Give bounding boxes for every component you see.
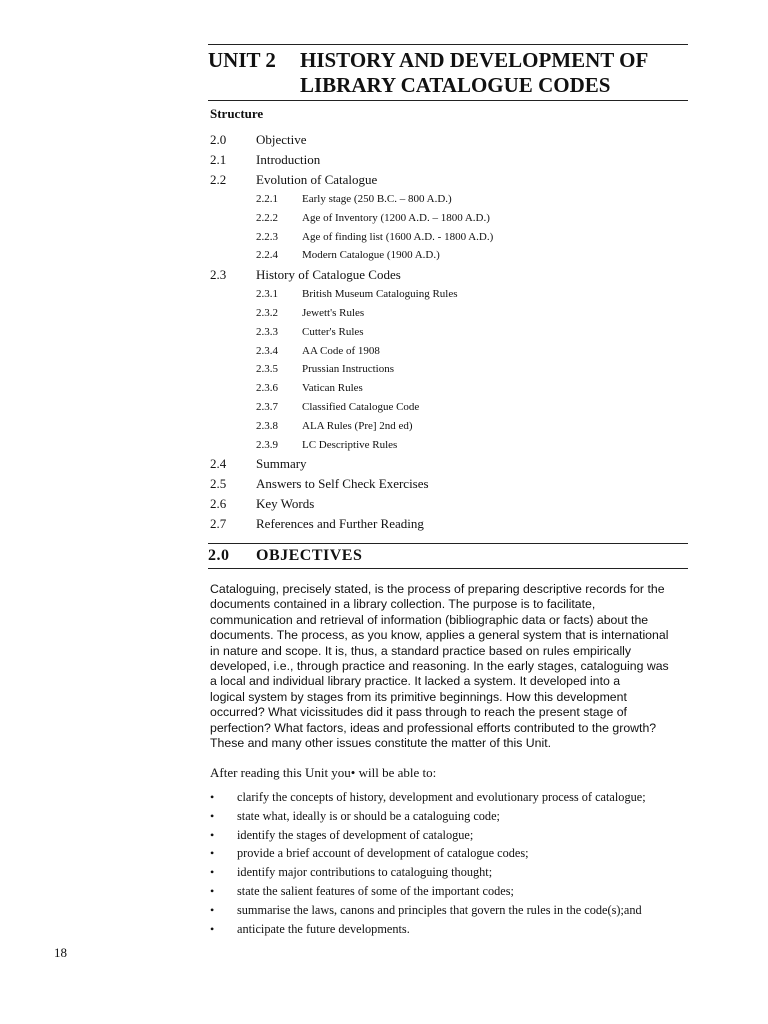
toc-item (210, 150, 690, 170)
toc-item-number: 2.4 (210, 456, 227, 472)
bullet-icon: • (210, 846, 215, 861)
paragraph-line: a local and individual library practice. It lacked a system. It developed into a (210, 674, 621, 689)
toc-item-text: Age of Inventory (1200 A.D. – 1800 A.D.) (302, 211, 490, 224)
bullet-icon: • (210, 921, 215, 936)
bullet-icon: • (210, 902, 215, 917)
toc-item (210, 130, 690, 150)
toc-item (210, 379, 690, 398)
toc-item-text: Introduction (256, 152, 321, 167)
unit-number-spacer (208, 73, 300, 98)
bullet-icon: • (210, 883, 215, 898)
paragraph-line: documents contained in a library collection. The purpose is to facilitate, (210, 597, 596, 612)
list-item (210, 882, 710, 901)
toc-item (210, 228, 690, 247)
toc-item-number: 2.5 (210, 476, 227, 492)
unit-header (208, 44, 688, 101)
toc-item-text: British Museum Cataloguing Rules (302, 288, 458, 301)
toc-item-number: 2.2.3 (256, 230, 278, 243)
toc-item-text: Jewett's Rules (302, 306, 365, 319)
toc-item-text: Early stage (250 B.C. – 800 A.D.) (302, 193, 452, 205)
toc-item-text: Objective (256, 132, 307, 147)
toc-item (210, 246, 690, 265)
toc-item (210, 304, 690, 323)
toc-item (210, 190, 690, 209)
bullet-text: clarify the concepts of history, development and evolutionary process of catalogue; (237, 790, 646, 804)
paragraph-line: developed, i.e., through practice and reasoning. In the early stages, cataloguing was (210, 659, 669, 674)
bullet-text: provide a brief account of development of catalogue codes; (237, 846, 529, 861)
bullet-icon: • (210, 790, 215, 804)
list-item (210, 788, 710, 807)
toc-item-text: References and Further Reading (256, 516, 424, 532)
list-item (210, 844, 710, 863)
toc-item-text: Prussian Instructions (302, 363, 394, 376)
list-item (210, 920, 710, 939)
toc-item-text: Summary (256, 456, 307, 472)
unit-number: UNIT 2 (208, 48, 276, 72)
toc-item-text: ALA Rules (Pre] 2nd ed) (302, 419, 413, 432)
bullet-text: summarise the laws, canons and principles that govern the rules in the code(s);and (237, 902, 642, 917)
toc-item (210, 398, 690, 417)
toc-item-number: 2.7 (210, 516, 227, 532)
toc-item (210, 494, 690, 514)
toc-item-text: Classified Catalogue Code (302, 400, 420, 413)
toc-item-number: 2.3 (210, 267, 227, 283)
paragraph-line: Cataloguing, precisely stated, is the process of preparing descriptive records for the (210, 582, 665, 596)
toc-item-number: 2.3.1 (256, 288, 278, 301)
bullet-text: state what, ideally is or should be a cataloguing code; (237, 808, 500, 823)
bullet-icon: • (210, 865, 215, 880)
bullet-text: anticipate the future developments. (237, 921, 410, 936)
toc-item-text: LC Descriptive Rules (302, 438, 398, 451)
paragraph-line: communication and retrieval of information (bibliographic data or facts) about the (210, 612, 649, 627)
list-item (210, 901, 710, 920)
toc-item (210, 514, 690, 534)
toc-item-text: Evolution of Catalogue (256, 172, 378, 187)
toc-item-number: 2.3.3 (256, 325, 278, 338)
paragraph-line: documents. The process, as you know, applies a general system that is international (210, 628, 669, 643)
toc-item-number: 2.3.8 (256, 419, 278, 432)
toc-item-number: 2.3.2 (256, 306, 278, 319)
toc-item (210, 360, 690, 379)
unit-title-row-2 (208, 73, 688, 98)
list-item (210, 826, 710, 845)
paragraph-line: perfection? What factors, ideas and professional efforts contributed to the growth? (210, 720, 657, 735)
list-item (210, 807, 710, 826)
toc-item (210, 454, 690, 474)
bullet-text: state the salient features of some of the important codes; (237, 883, 514, 898)
toc-item (210, 342, 690, 361)
toc-item-text: Age of finding list (1600 A.D. - 1800 A.D.) (302, 230, 494, 243)
toc-item (210, 265, 690, 285)
toc-item (210, 285, 690, 304)
after-reading-intro: After reading this Unit you• will be able to: (210, 765, 437, 780)
unit-title-line-2: LIBRARY CATALOGUE CODES (300, 73, 611, 97)
toc-item (210, 323, 690, 342)
toc-item-text: Vatican Rules (302, 382, 363, 395)
bullet-text: identify the stages of development of catalogue; (237, 827, 474, 842)
table-of-contents (210, 130, 690, 534)
toc-item-number: 2.3.7 (256, 400, 278, 413)
toc-item-text: History of Catalogue Codes (256, 267, 401, 283)
toc-item-number: 2.0 (210, 132, 227, 147)
unit-title-row-1 (208, 48, 688, 73)
toc-item-text: Modern Catalogue (1900 A.D.) (302, 249, 440, 262)
objectives-heading-number: 2.0 (208, 547, 230, 564)
toc-item-number: 2.3.9 (256, 438, 278, 451)
toc-item-number: 2.3.4 (256, 344, 278, 357)
toc-item-text: Answers to Self Check Exercises (256, 476, 429, 492)
toc-item (210, 170, 690, 190)
toc-item-number: 2.2.4 (256, 249, 278, 262)
bullet-icon: • (210, 827, 215, 842)
toc-item (210, 436, 690, 455)
list-item (210, 863, 710, 882)
bullet-text: identify major contributions to cataloguing thought; (237, 865, 493, 880)
paragraph-line: These and many other issues constitute the matter of this Unit. (210, 736, 552, 751)
objectives-heading (208, 543, 688, 569)
toc-item-text: Key Words (256, 496, 315, 512)
toc-item (210, 209, 690, 228)
toc-item-number: 2.6 (210, 496, 227, 512)
toc-item (210, 417, 690, 436)
toc-item-number: 2.2.1 (256, 193, 278, 205)
structure-label: Structure (210, 106, 264, 121)
toc-item-number: 2.3.6 (256, 382, 278, 395)
paragraph-line: logical system by stages from its primitive beginnings. How this development (210, 689, 627, 704)
toc-item-number: 2.2.2 (256, 211, 278, 224)
paragraph-line: occurred? What vicissitudes did it pass through to reach the present stage of (210, 705, 627, 720)
toc-item-text: Cutter's Rules (302, 325, 364, 338)
paragraph-line: in nature and scope. It is, thus, a standard practice based on rules empirically (210, 643, 632, 658)
bullet-icon: • (210, 808, 215, 823)
objectives-bullet-list (210, 788, 710, 938)
objectives-heading-text: OBJECTIVES (256, 547, 363, 564)
page-number: 18 (54, 945, 67, 960)
unit-title-line-1: HISTORY AND DEVELOPMENT OF (300, 48, 649, 72)
objectives-paragraph (210, 582, 690, 751)
toc-item (210, 474, 690, 494)
toc-item-number: 2.1 (210, 152, 227, 167)
toc-item-number: 2.3.5 (256, 363, 278, 376)
toc-item-number: 2.2 (210, 172, 227, 187)
toc-item-text: AA Code of 1908 (302, 344, 380, 357)
